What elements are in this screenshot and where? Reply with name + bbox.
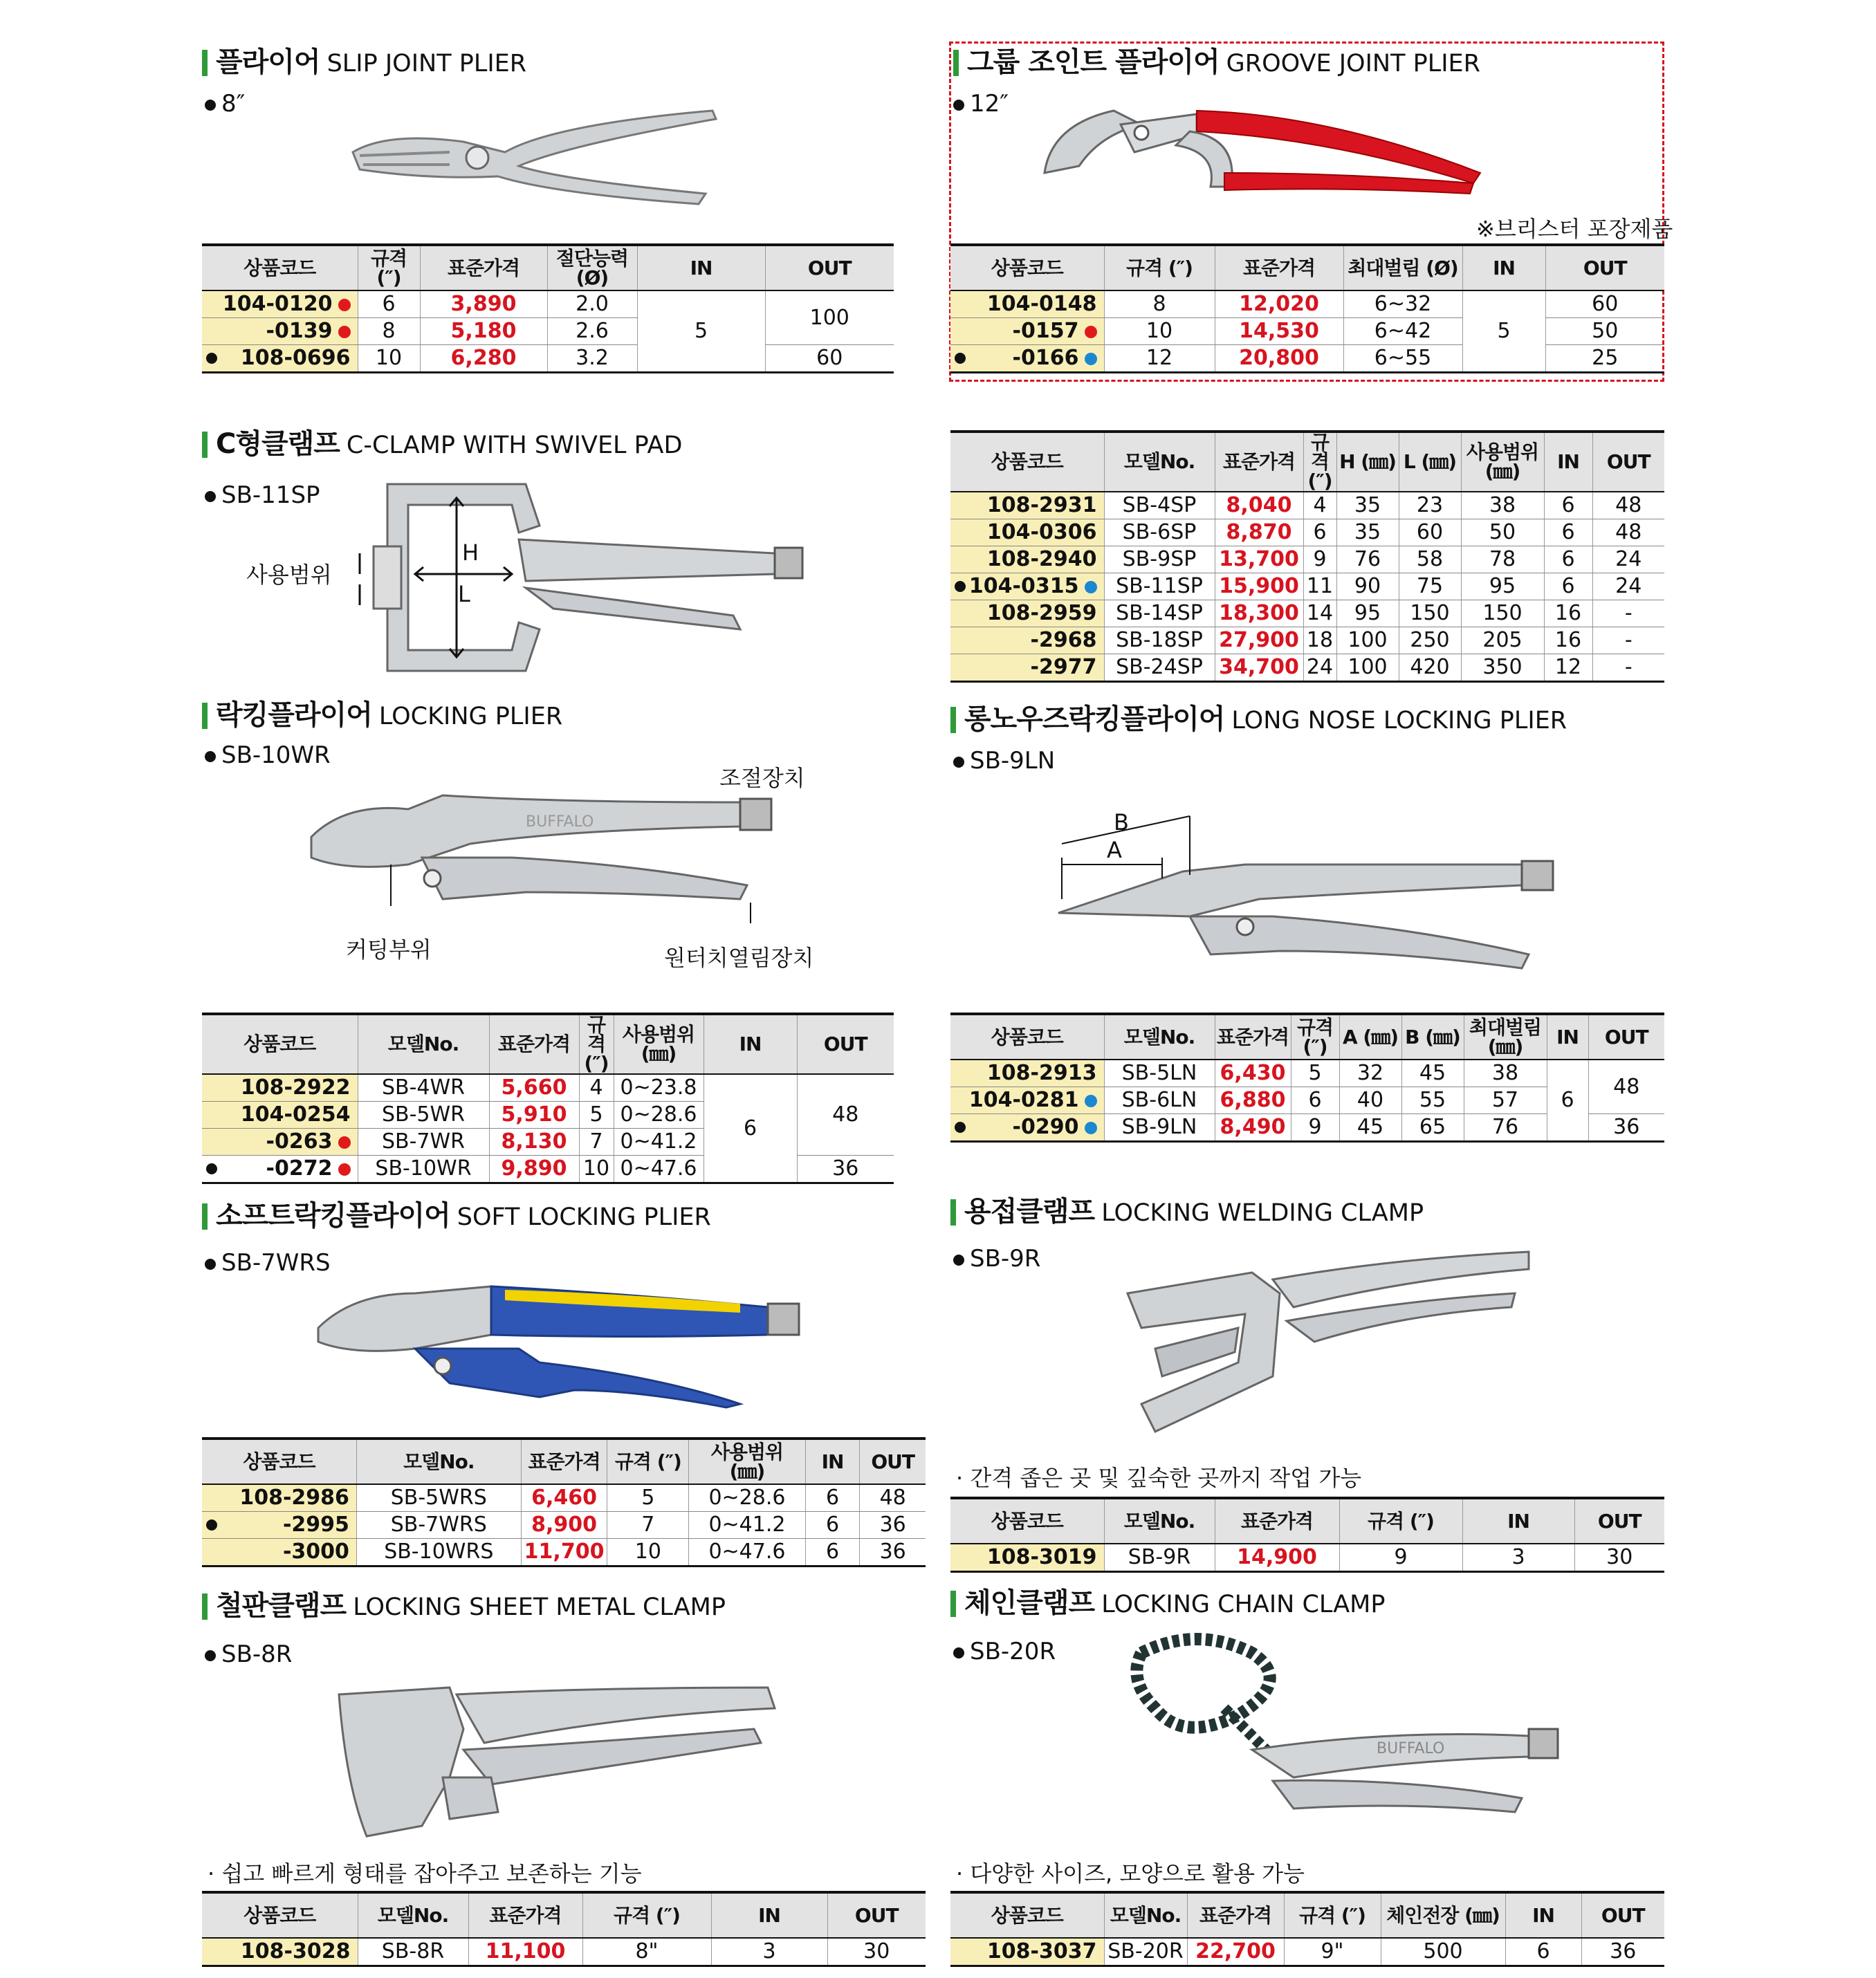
model-label: SB-9LN [953,747,1055,775]
locking-plier-image [304,775,816,934]
table-row: 104-0148 8 12,020 6~32 5 60 [950,290,1664,318]
slip-spec-table: 상품코드 규격 (″) 표준가격 절단능력 (Ø) IN OUT 104-0120 6 3,890 2.0 5 100 -0139 8 5,180 2.6 108-0696 10 6,280 3.2 60 [202,243,894,373]
section-title-soft: 소프트락킹플라이어 SOFT LOCKING PLIER [202,1201,711,1232]
table-row: 108-2922 SB-4WR 5,660 4 0~23.8 6 48 [202,1074,894,1102]
table-row: 108-2959 SB-14SP 18,300 14 95 150 150 16 - [950,600,1664,627]
c-clamp-image [346,470,816,685]
table-row: -0139 8 5,180 2.6 [202,318,894,345]
table-row: 108-2940 SB-9SP 13,700 9 76 58 78 6 24 [950,546,1664,573]
table-row: -3000 SB-10WRS 11,700 10 0~47.6 6 36 [202,1539,926,1566]
table-row: 108-3019 SB-9R 14,900 9 3 30 [950,1544,1664,1572]
table-row: 104-0254 SB-5WR 5,910 5 0~28.6 [202,1102,894,1129]
table-row: -0157 10 14,530 6~42 50 [950,318,1664,345]
table-row: 104-0120 6 3,890 2.0 5 100 [202,290,894,318]
table-row: -0290 SB-9LN 8,490 9 45 65 76 36 [950,1114,1664,1142]
soft-locking-plier-image [311,1273,809,1411]
feature-note: · 쉽고 빠르게 형태를 잡아주고 보존하는 기능 [208,1860,642,1887]
slip-joint-plier-image [346,104,719,214]
model-label: SB-10WR [205,741,331,769]
section-title-longnose: 롱노우즈락킹플라이어 LONG NOSE LOCKING PLIER [950,704,1567,736]
table-row: 108-2986 SB-5WRS 6,460 5 0~28.6 6 48 [202,1484,926,1512]
model-label: 8″ [205,90,245,118]
svg-text:BUFFALO: BUFFALO [1377,1740,1445,1757]
section-title-cclamp: C형클램프 C-CLAMP WITH SWIVEL PAD [202,429,682,461]
model-label: SB-7WRS [205,1249,331,1277]
table-row: 108-3037 SB-20R 22,700 9" 500 6 36 [950,1938,1664,1966]
table-row: 104-0315 SB-11SP 15,900 11 90 75 95 6 24 [950,573,1664,600]
section-title-locking: 락킹플라이어 LOCKING PLIER [202,700,562,732]
svg-text:A: A [1107,837,1122,863]
soft-spec-table: 상품코드 모델No. 표준가격 규격 (″) 사용범위 (㎜) IN OUT 108-2986 SB-5WRS 6,460 5 0~28.6 6 48 -2995 SB-7WRS 8,900 7 0~41.2 6 36 -3000 SB-10WRS 11,700 10 0~47.6 6 36 [202,1437,926,1567]
section-title-welding: 용접클램프 LOCKING WELDING CLAMP [950,1196,1424,1228]
table-row: 104-0306 SB-6SP 8,870 6 35 60 50 6 48 [950,519,1664,546]
section-title-chain: 체인클램프 LOCKING CHAIN CLAMP [950,1588,1385,1620]
label-release: 원터치열림장치 [664,945,814,971]
table-row: -0166 12 20,800 6~55 25 [950,345,1664,373]
table-row: 108-2931 SB-4SP 8,040 4 35 23 38 6 48 [950,492,1664,519]
longnose-spec-table: 상품코드 모델No. 표준가격 규격 (″) A (㎜) B (㎜) 최대벌림 (㎜) IN OUT 108-2913 SB-5LN 6,430 5 32 45 38 6 48 104-0281 SB-6LN 6,880 6 40 55 57 -0290 SB-9LN 8,490 9 45 65 76 36 [950,1013,1664,1143]
model-label: SB-9R [953,1245,1040,1273]
sheet-metal-clamp-image [332,1674,789,1840]
chain-clamp-image [1114,1625,1570,1833]
welding-clamp-image [1114,1238,1543,1439]
label-adjust: 조절장치 [719,765,805,791]
feature-note: · 다양한 사이즈, 모양으로 활용 가능 [956,1860,1305,1887]
section-title-slip: 플라이어 SLIP JOINT PLIER [202,47,526,79]
sheet-spec-table: 상품코드 모델No. 표준가격 규격 (″) IN OUT 108-3028 SB-8R 11,100 8" 3 30 [202,1891,926,1967]
model-label: SB-11SP [205,481,320,509]
groove-joint-plier-image [1038,97,1487,201]
section-title-sheet: 철판클램프 LOCKING SHEET METAL CLAMP [202,1591,726,1623]
table-row: 108-3028 SB-8R 11,100 8" 3 30 [202,1938,926,1966]
svg-text:L: L [458,581,470,607]
locking-spec-table: 상품코드 모델No. 표준가격 규격 (″) 사용범위 (㎜) IN OUT 108-2922 SB-4WR 5,660 4 0~23.8 6 48 104-0254 SB-5WR 5,910 5 0~28.6 -0263 SB-7WR 8,130 7 0~41.2 -0272 SB-10WR 9,890 10 0~47.6 36 [202,1013,894,1184]
table-row: -2995 SB-7WRS 8,900 7 0~41.2 6 36 [202,1512,926,1539]
svg-text:H: H [462,539,479,566]
table-row: -2968 SB-18SP 27,900 18 100 250 205 16 - [950,627,1664,654]
blister-note: ※브리스터 포장제품 [1476,216,1673,242]
chain-spec-table: 상품코드 모델No. 표준가격 규격 (″) 체인전장 (㎜) IN OUT 108-3037 SB-20R 22,700 9" 500 6 36 [950,1891,1664,1967]
groove-spec-table: 상품코드 규격 (″) 표준가격 최대벌림 (Ø) IN OUT 104-0148 8 12,020 6~32 5 60 -0157 10 14,530 6~42 50 -0166 12 20,800 6~55 25 [950,243,1664,373]
svg-text:BUFFALO: BUFFALO [526,813,594,831]
model-label: SB-8R [205,1640,292,1668]
label-cutting: 커팅부위 [346,936,432,963]
table-row: -0263 SB-7WR 8,130 7 0~41.2 [202,1129,894,1156]
welding-spec-table: 상품코드 모델No. 표준가격 규격 (″) IN OUT 108-3019 SB-9R 14,900 9 3 30 [950,1497,1664,1573]
svg-text:B: B [1114,809,1129,835]
table-row: -0272 SB-10WR 9,890 10 0~47.6 36 [202,1156,894,1183]
table-row: 104-0281 SB-6LN 6,880 6 40 55 57 [950,1087,1664,1114]
label-range: 사용범위 [246,562,332,588]
model-label: 12″ [953,90,1009,118]
table-row: -2977 SB-24SP 34,700 24 100 420 350 12 - [950,654,1664,682]
long-nose-locking-plier-image [1051,788,1563,989]
model-label: SB-20R [953,1638,1056,1665]
table-row: 108-2913 SB-5LN 6,430 5 32 45 38 6 48 [950,1060,1664,1087]
cclamp-spec-table: 상품코드 모델No. 표준가격 규격 (″) H (㎜) L (㎜) 사용범위 (㎜) IN OUT 108-2931 SB-4SP 8,040 4 35 23 38 6 48 104-0306 SB-6SP 8,870 6 35 60 50 6 48 108-2940 SB-9SP 13,700 9 76 58 78 6 24 104-0315 SB-11SP 15,900 11 90 75 95 6 24 108-2959 SB-14SP 18,300 14 95 150 150 16 - -2968 SB-18SP 27,900 18 100 250 205 16 - -2977 SB-24SP 34,700 24 100 420 350 12 - [950,430,1664,683]
section-title-groove: 그룹 조인트 플라이어 GROOVE JOINT PLIER [953,47,1480,79]
feature-note: · 간격 좁은 곳 및 깊숙한 곳까지 작업 가능 [956,1465,1362,1491]
title-accent-bar [202,50,208,76]
table-row: 108-0696 10 6,280 3.2 60 [202,345,894,373]
